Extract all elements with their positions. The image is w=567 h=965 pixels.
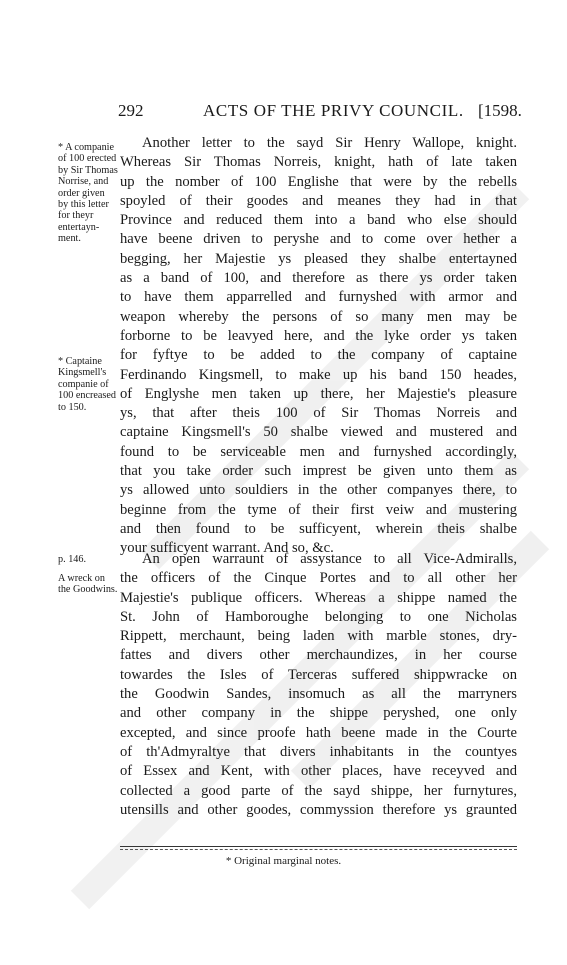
text-line: ys, that after theis 100 of Sir Thomas Norreis and [120,405,517,422]
text-line: the Goodwin Sandes, insomuch as all the marryners [120,686,517,703]
text-line: that you take order such imprest be given unto them as [120,463,517,480]
text-line: to have them apparrelled and furnyshed with armor and [120,289,517,306]
text-line: utensills and other goodes, commyssion therefore ys graunted [120,801,517,818]
margin-note-kingsmell [58,356,120,413]
text-line: towardes the Isles of Terceras suffered shippwracke on [120,666,517,683]
text-line: beginne from the tyme of their first veiw and mustering [120,501,517,518]
margin-note-line: * A companie [58,142,115,153]
text-line: and then found to be sufficyent, wherein theis shalbe [120,520,517,537]
text-line: your sufficyent warrant. And so, &c. [120,540,334,557]
footnote-divider [120,846,517,850]
text-line: up the nomber of 100 Englishe that were by the rebells [120,173,517,190]
running-header [0,101,567,123]
text-line: as a band of 100, and therefore as there ys order taken [120,270,517,287]
margin-note-line: * Captaine [58,356,102,367]
text-line: ys allowed unto souldiers in the other companyes there, to [120,482,517,499]
text-line: Majestie's publique officers. Whereas a shippe named the [120,589,517,606]
text-line: found to be serviceable men and furnyshed accordingly, [120,443,517,460]
margin-note-line: entertayn- [58,221,100,233]
text-line: excepted, and since proofe hath beene made in the Courte [120,724,517,741]
text-line: Another letter to the sayd Sir Henry Wallope, knight. [142,135,517,151]
text-line: fattes and divers other merchaundizes, in her course [120,647,517,664]
page-number: 292 [118,101,144,120]
text-line: St. John of Hamboroughe belonging to one Nicholas [120,608,517,625]
text-line: Province and reduced them into a band who else should [120,212,517,229]
margin-note-line: ment. [58,233,81,245]
margin-note-line: order given [58,187,105,199]
margin-note-line: A wreck on [58,573,105,584]
running-title: ACTS OF THE PRIVY COUNCIL. [203,101,464,120]
text-line: forborne to be leavyed here, and the lyke order ys taken [120,327,517,344]
text-line: Rippett, merchaunt, being laden with marble stones, dry- [120,628,517,645]
margin-note-line: for theyr [58,210,94,222]
margin-page-reference: p. 146. [58,554,87,565]
text-line: captaine Kingsmell's 50 shalbe viewed and mustered and [120,424,517,441]
margin-note-line: by Sir Thomas [58,164,118,176]
header-year: [1598. [478,101,522,120]
text-line: of Essex and Kent, with other places, have receyved and [120,763,517,780]
margin-note-companie [58,142,120,245]
text-line: have beene driven to peryshe and to come over hether a [120,231,517,248]
text-line: Ferdinando Kingsmell, to make up his band 150 heades, [120,366,517,383]
divider-line [120,846,517,847]
text-line: and other company in the shippe peryshed, one only [120,705,517,722]
margin-note-line: Kingsmell's [58,367,107,379]
divider-line [120,849,517,850]
text-line: of th'Admyraltye that divers inhabitants in the countyes [120,743,517,760]
text-line: weapon whereby the persons of so many men may be [120,308,517,325]
text-line: An open warraunt of assystance to all Vice-Admiralls, [142,551,517,567]
text-line: the officers of the Cinque Portes and to all other her [120,570,517,587]
margin-note-line: 100 encreased [58,390,116,402]
margin-note-line: to 150. [58,401,87,413]
footnote: * Original marginal notes. [225,855,342,867]
text-line: Whereas Sir Thomas Norreis, knight, hath of late taken [120,154,517,171]
text-line: for fyftye to be added to the company of captaine [120,347,517,364]
margin-note-line: the Goodwins. [58,584,118,596]
margin-note-line: Norrise, and [58,176,109,188]
margin-note-line: companie of [58,378,109,390]
text-line: begging, her Majestie ys pleased they shalbe entertayned [120,250,517,267]
text-line: of Englyshe men taken up there, her Majestie's pleasure [120,385,517,402]
text-line: spoyled of their goodes and meanes they had in that [120,192,517,209]
margin-note-line: by this letter [58,199,109,211]
margin-note-line: of 100 erected [58,153,117,165]
paragraph-warrant-vice-admiralls [120,550,517,820]
margin-note-wreck [58,573,120,596]
text-line: collected a good parte of the sayd shippe, her furnytures, [120,782,517,799]
paragraph-letter-wallope [120,134,517,559]
